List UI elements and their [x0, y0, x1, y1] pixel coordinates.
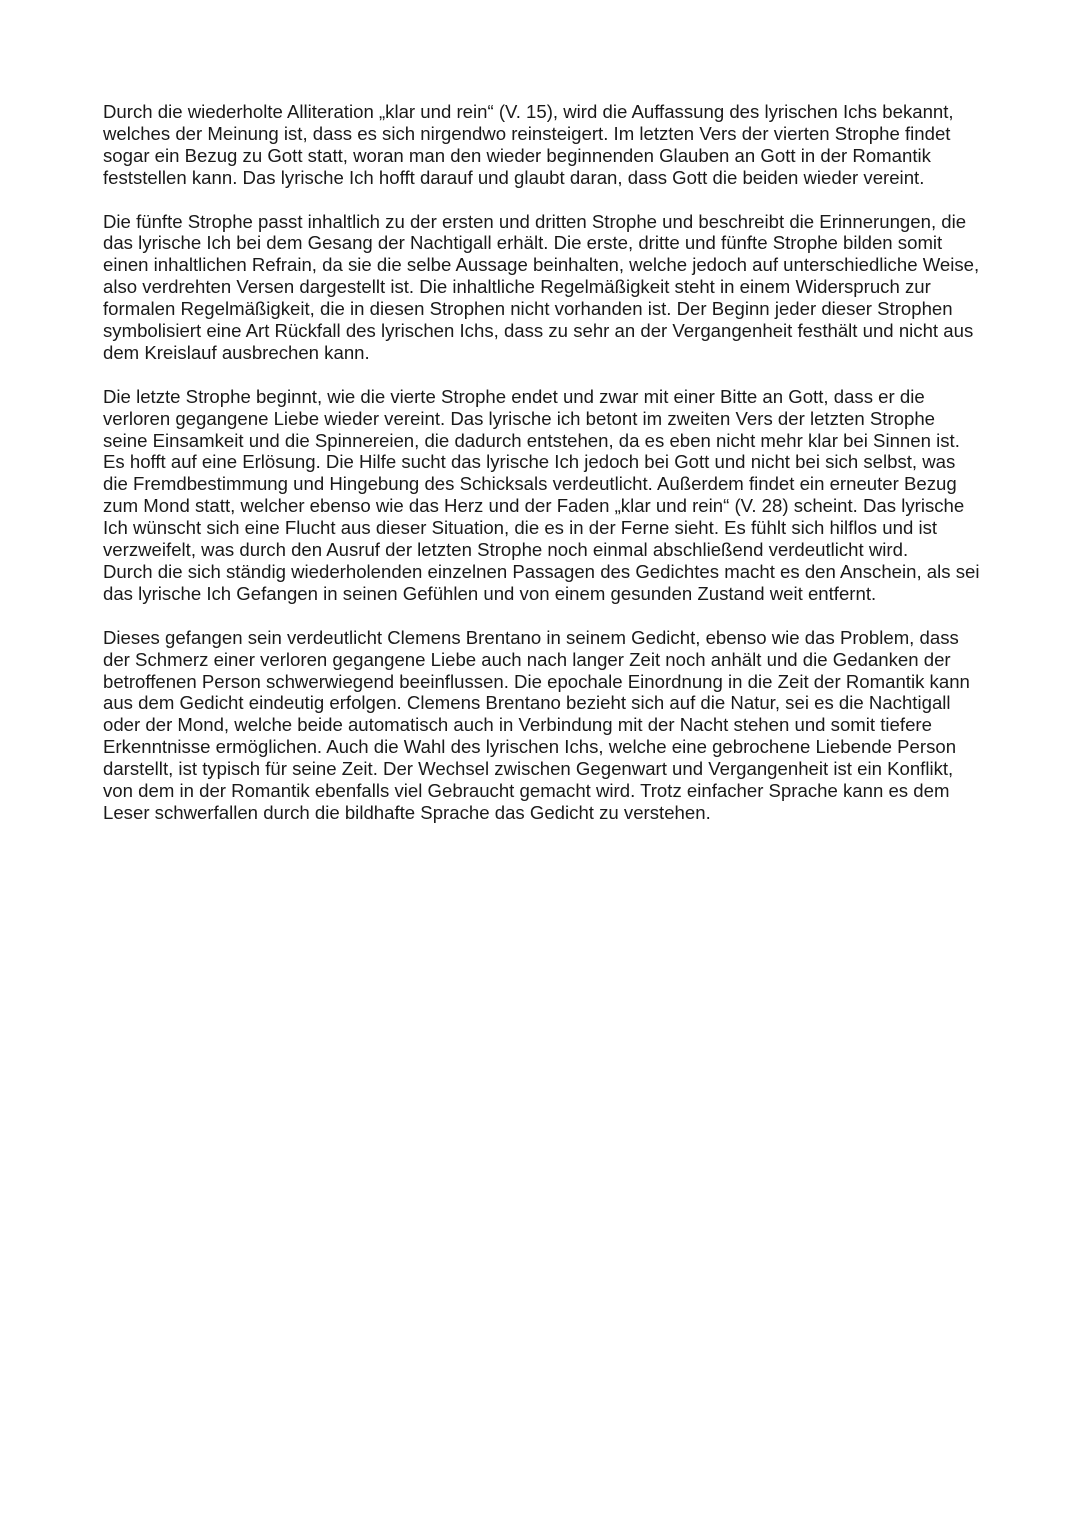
paragraph-conclusion: Dieses gefangen sein verdeutlicht Clemens Brentano in seinem Gedicht, ebenso wie das Problem, dass der Schmerz einer verloren gegangene Liebe auch nach langer Zeit noch anhält und die Gedanken der betroffenen Person schwerwiegend beeinflussen. Die epochale Einordnung in die Zeit der Romantik kann aus dem Gedicht eindeutig erfolgen. Clemens Brentano bezieht sich auf die Natur, sei es die Nachtigall oder der Mond, welche beide automatisch auch in Verbindung mit der Nacht stehen und somit tiefere Erkenntnisse ermöglichen. Auch die Wahl des lyrischen Ichs, welche eine gebrochene Liebende Person darstellt, ist typisch für seine Zeit. Der Wechsel zwischen Gegenwart und Vergangenheit ist ein Konflikt, von dem in der Romantik ebenfalls viel Gebraucht gemacht wird. Trotz einfacher Sprache kann es dem Leser schwerfallen durch die bildhafte Sprache das Gedicht zu verstehen. [103, 626, 970, 823]
paragraph-last-stanza: Die letzte Strophe beginnt, wie die vierte Strophe endet und zwar mit einer Bitte an Gott, dass er die verloren gegangene Liebe wieder vereint. Das lyrische ich betont im zweiten Vers der letzten Strophe seine Einsamkeit und die Spinnereien, die dadurch entstehen, da es eben nicht mehr klar bei Sinnen ist. Es hofft auf eine Erlösung. Die Hilfe sucht das lyrische Ich jedoch bei Gott und nicht bei sich selbst, was die Fremdbestimmung und Hingebung des Schicksals verdeutlicht. Außerdem findet ein erneuter Bezug zum Mond statt, welcher ebenso wie das Herz und der Faden „klar und rein“ (V. 28) scheint. Das lyrische Ich wünscht sich eine Flucht aus dieser Situation, die es in der Ferne sieht. Es fühlt sich hilflos und ist verzweifelt, was durch den Ausruf der letzten Strophe noch einmal abschließend verdeutlicht wird. [103, 385, 965, 561]
document-body [103, 101, 983, 824]
paragraph-fifth-stanza: Die fünfte Strophe passt inhaltlich zu der ersten und dritten Strophe und beschreibt die Erinnerungen, die das lyrische Ich bei dem Gesang der Nachtigall erhält. Die erste, dritte und fünfte Strophe bilden somit einen inhaltlichen Refrain, da sie die selbe Aussage beinhalten, welche jedoch auf unterschiedliche Weise, also verdrehten Versen dargestellt ist. Die inhaltliche Regelmäßigkeit steht in einem Widerspruch zur formalen Regelmäßigkeit, die in diesen Strophen nicht vorhanden ist. Der Beginn jeder dieser Strophen symbolisiert eine Art Rückfall des lyrischen Ichs, dass zu sehr an der Vergangenheit festhält und nicht aus dem Kreislauf ausbrechen kann. [103, 210, 980, 363]
paragraph-alliteration: Durch die wiederholte Alliteration „klar und rein“ (V. 15), wird die Auffassung des lyrischen Ichs bekannt, welches der Meinung ist, dass es sich nirgendwo reinsteigert. Im letzten Vers der vierten Strophe findet sogar ein Bezug zu Gott statt, woran man den wieder beginnenden Glauben an Gott in der Romantik feststellen kann. Das lyrische Ich hofft darauf und glaubt daran, dass Gott die beiden wieder vereint. [103, 101, 954, 188]
paragraph-repetition: Durch die sich ständig wiederholenden einzelnen Passagen des Gedichtes macht es den Anschein, als sei das lyrische Ich Gefangen in seinen Gefühlen und von einem gesunden Zustand weit entfernt. [103, 561, 980, 604]
